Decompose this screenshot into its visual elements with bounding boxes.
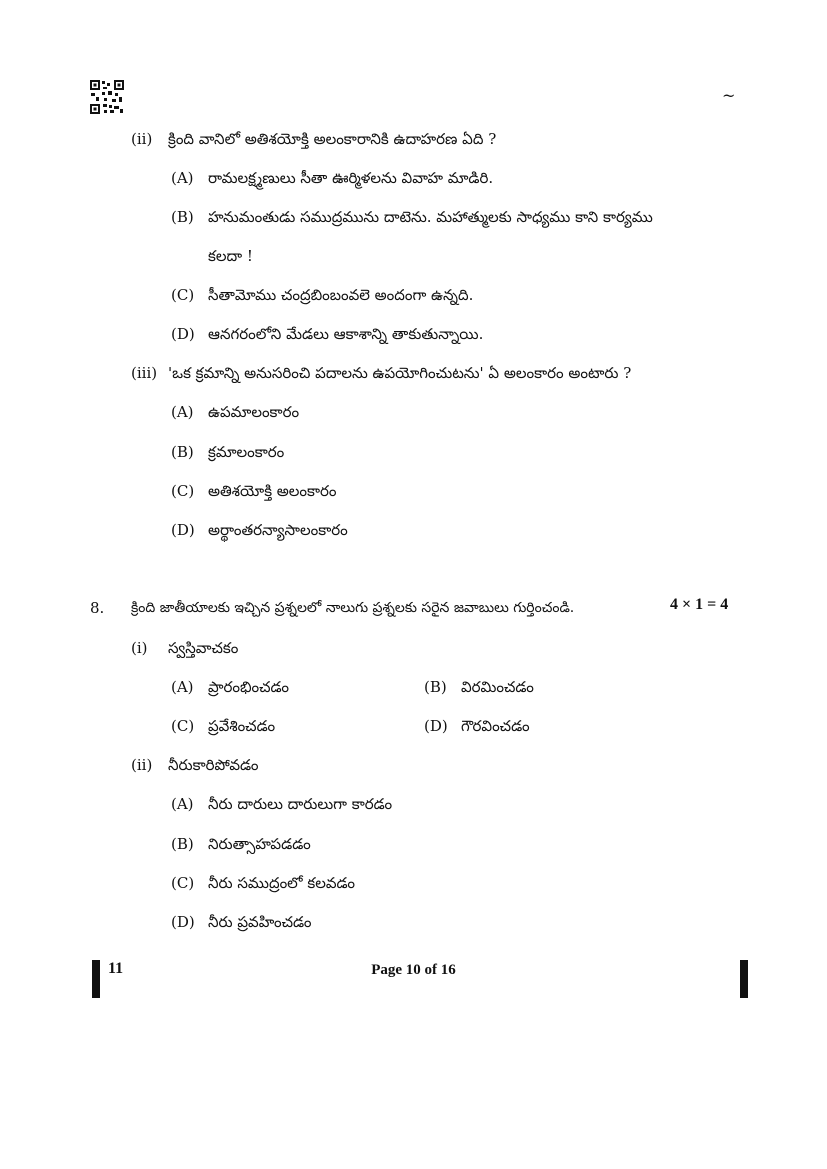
option-label: (A): [171, 678, 194, 696]
question-number: (i): [131, 639, 148, 657]
question-number: (iii): [131, 364, 158, 382]
footer-code-number: 11: [108, 960, 124, 977]
option-text: అర్థాంతరన్యాసాలంకారం: [208, 521, 348, 539]
option-text: గౌరవించడం: [461, 717, 530, 735]
question-text: నీరుకారిపోవడం: [168, 756, 259, 774]
option-text: నీరు సముద్రంలో కలవడం: [208, 874, 355, 892]
header-tilde: ~: [722, 86, 736, 105]
qr-code: [90, 80, 124, 114]
option-text: క్రమాలంకారం: [208, 443, 285, 461]
question-text: 'ఒక క్రమాన్ని అనుసరించి పదాలను ఉపయోగించుటను' ఏ అలంకారం అంటారు ?: [168, 364, 632, 382]
option-text: విరమించడం: [461, 678, 534, 696]
question-text: క్రింది వానిలో అతిశయోక్తి అలంకారానికి ఉదాహరణ ఏది ?: [168, 130, 497, 148]
option-text: రామలక్ష్మణులు సీతా ఊర్మిళలను వివాహ మాడిరి.: [208, 169, 494, 187]
option-label: (C): [171, 482, 195, 500]
option-text: నిరుత్సాహపడడం: [208, 835, 311, 853]
option-text: ఆనగరంలోని మేడలు ఆకాశాన్ని తాకుతున్నాయి.: [208, 325, 484, 343]
option-label: (D): [171, 325, 195, 343]
footer-right-bar: [740, 960, 748, 998]
option-label: (B): [171, 208, 194, 226]
marks-allocation: 4 × 1 = 4: [670, 596, 729, 613]
option-text: ప్రవేశించడం: [208, 717, 276, 735]
option-text: నీరు ప్రవహించడం: [208, 913, 312, 931]
question-number: (ii): [131, 756, 153, 774]
question-text: క్రింది జాతీయాలకు ఇచ్చిన ప్రశ్నలలో నాలుగు ప్రశ్నలకు సరైన జవాబులు గుర్తించండి.: [131, 600, 575, 616]
option-text: సీతామోము చంద్రబింబంవలె అందంగా ఉన్నది.: [208, 286, 474, 304]
question-number: 8.: [90, 599, 105, 617]
option-text-continued: కలదా !: [208, 247, 253, 265]
option-text: హనుమంతుడు సముద్రమును దాటెను. మహాత్ములకు సాధ్యము కాని కార్యము: [208, 208, 653, 226]
option-label: (A): [171, 169, 194, 187]
question-number: (ii): [131, 130, 153, 148]
option-label: (D): [171, 521, 195, 539]
option-text: అతిశయోక్తి అలంకారం: [208, 482, 337, 500]
option-label: (D): [424, 717, 448, 735]
option-label: (C): [171, 717, 195, 735]
option-label: (B): [171, 835, 194, 853]
option-label: (B): [424, 678, 447, 696]
option-text: ప్రారంభించడం: [208, 678, 290, 696]
question-text: స్వస్తివాచకం: [168, 639, 239, 657]
option-text: నీరు దారులు దారులుగా కారడం: [208, 795, 393, 813]
page-number: Page 10 of 16: [371, 962, 456, 978]
option-label: (D): [171, 913, 195, 931]
option-label: (B): [171, 443, 194, 461]
option-label: (A): [171, 403, 194, 421]
option-label: (C): [171, 286, 195, 304]
option-label: (C): [171, 874, 195, 892]
option-text: ఉపమాలంకారం: [208, 403, 300, 421]
option-label: (A): [171, 795, 194, 813]
